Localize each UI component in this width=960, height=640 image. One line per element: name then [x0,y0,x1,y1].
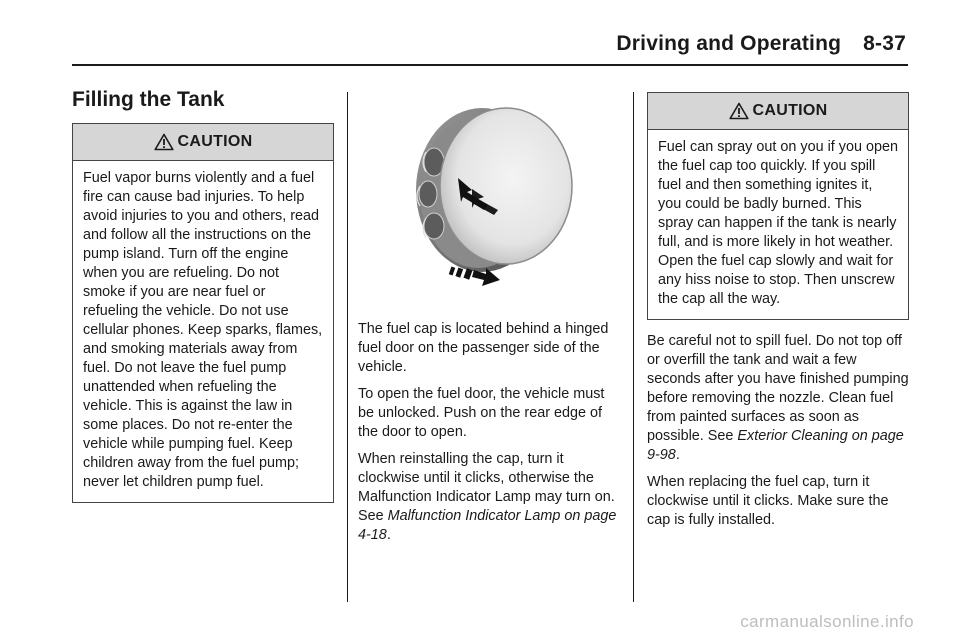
caution-label: CAUTION [752,102,828,119]
paragraph-fuel-cap-location: The fuel cap is located behind a hinged fuel door on the passenger side of the vehicle. [358,321,609,375]
column-divider-2 [633,92,634,602]
watermark: carmanualsonline.info [740,612,914,631]
running-head [616,32,906,56]
caution-header [73,124,333,161]
paragraph-text: Be careful not to spill fuel. Do not top off or overfill the tank and wait a few seconds after you have finished pumping before removing the nozzle. Clean fuel from painted surfaces as soon as possible. See [647,333,909,444]
paragraph-end: . [675,447,680,463]
middle-column [358,88,620,553]
caution-box-fuel-vapor [72,123,334,503]
fuel-door-illustration [358,102,620,302]
caution-header [648,93,908,130]
section-title: Filling the Tank [72,88,225,111]
section-name: Driving and Operating [616,32,842,55]
caution-box-fuel-spray [647,92,909,320]
header-rule [72,64,908,66]
paragraph-reinstall-cap [358,450,620,545]
xref-malfunction-indicator-lamp[interactable]: Malfunction Indicator Lamp on page 4-18 [358,508,617,543]
paragraph-spill-fuel [647,332,909,465]
paragraph-end: . [386,527,391,543]
caution-text: Fuel vapor burns violently and a fuel fire can cause bad injuries. To help avoid injuries to you and others, read and follow all the instructions on the pump island. Turn off the engine when you are refueling. Do not smoke if you are near fuel or refueling the vehicle. Do not use cellular phones. Keep sparks, flames, and smoking materials away from fuel. Do not leave the fuel pump unattended when refueling the vehicle. This is against the law in some places. Do not re-enter the vehicle while pumping fuel. Keep children away from the fuel pump; never let children pump fuel. [83,170,323,491]
paragraph-open-fuel-door: To open the fuel door, the vehicle must be unlocked. Push on the rear edge of the door to open. [358,386,605,440]
paragraph-text: When reinstalling the cap, turn it clockwise until it clicks, otherwise the Malfunction Indicator Lamp may turn on. See [358,451,615,524]
warning-triangle-icon [729,102,749,120]
caution-label: CAUTION [177,133,253,151]
column-divider-1 [347,92,348,602]
paragraph-replace-cap: When replacing the fuel cap, turn it clockwise until it clicks. Make sure the cap is fully installed. [647,474,889,528]
xref-exterior-cleaning[interactable]: Exterior Cleaning on page 9-98 [647,428,904,463]
page-number: 8-37 [863,32,906,55]
caution-text: Fuel can spray out on you if you open the fuel cap too quickly. If you spill fuel and then something ignites it, you could be badly burned. This spray can happen if the tank is nearly full, and is more likely in hot weather. Open the fuel cap slowly and wait for any hiss noise to stop. Then unscrew the cap all the way. [658,139,898,307]
warning-triangle-icon [154,133,174,151]
left-column [72,88,334,503]
right-column [647,88,909,538]
